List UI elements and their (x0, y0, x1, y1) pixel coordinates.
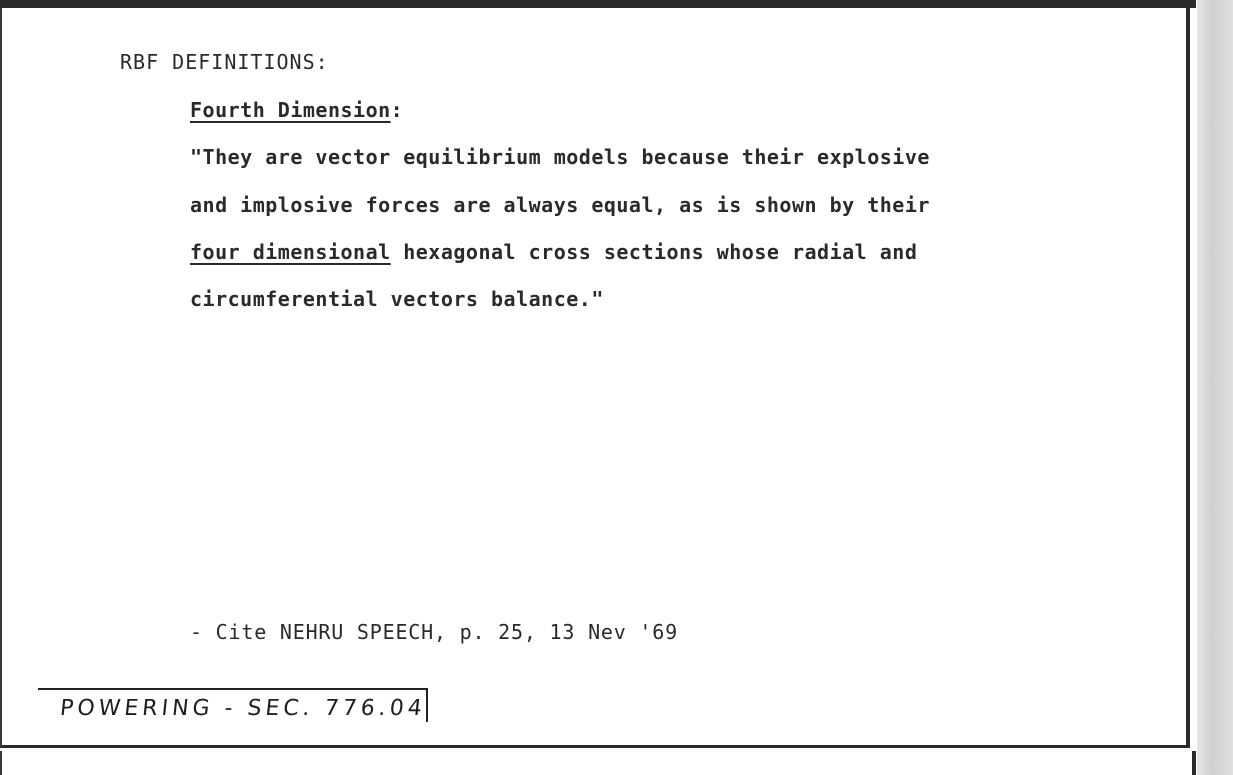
next-card-edge (0, 751, 1196, 775)
quote-line-1: "They are vector equilibrium models because their explosive (190, 145, 930, 169)
page-margin-shadow (1197, 0, 1233, 775)
term-title (190, 98, 403, 122)
document-heading: RBF DEFINITIONS: (120, 50, 329, 74)
citation: - Cite NEHRU SPEECH, p. 25, 13 Nev '69 (190, 620, 678, 644)
quote-underlined-phrase: four dimensional (190, 240, 391, 264)
handwritten-note: POWERING - SEC. 776.04 (58, 696, 427, 721)
quote-line-3 (190, 240, 917, 264)
term-title-label: Fourth Dimension (190, 98, 391, 122)
quote-line-2: and implosive forces are always equal, as is shown by their (190, 193, 930, 217)
term-title-colon: : (390, 98, 404, 122)
card-top-border (0, 0, 1196, 8)
quote-line-3-rest: hexagonal cross sections whose radial and (390, 240, 918, 264)
quote-line-4: circumferential vectors balance." (190, 287, 604, 311)
